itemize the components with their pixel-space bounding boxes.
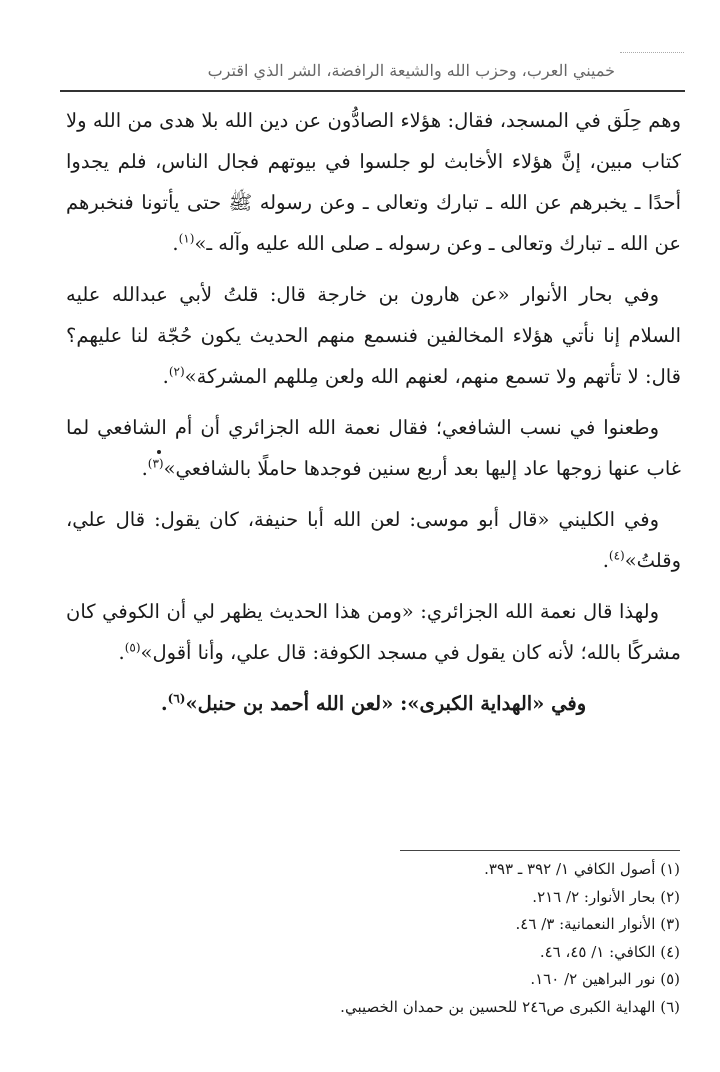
footnote: (٣) الأنوار النعمانية: ٣/ ٤٦.: [515, 915, 680, 933]
footnote: (٤) الكافي: ١/ ٤٥، ٤٦.: [539, 942, 680, 961]
footnote-ref: (٦): [167, 691, 186, 706]
paragraph-text: ولهذا قال نعمة الله الجزائري: «ومن هذا الحديث يظهر لي أن الكوفي كان مشركًا بالله؛ لأنه كان يقول في مسجد الكوفة: قال علي، وأنا أقول»: [66, 600, 681, 664]
footnote: (١) أصول الكافي ١/ ٣٩٢ ـ ٣٩٣.: [484, 860, 680, 878]
paragraph-text: وفي بحار الأنوار «عن هارون بن خارجة قال: قلتُ لأبي عبدالله عليه السلام إنا نأتي هؤلاء المخالفين فنسمع منهم الحديث يكون حُجّة لنا عليهم؟ قال: لا تأتهم ولا تسمع منهم، لعنهم الله ولعن مِللهم المشركة»: [66, 283, 681, 388]
paragraph: وفي «الهداية الكبرى»: «لعن الله أحمد بن حنبل»$^{(٦)}$.: [160, 691, 587, 715]
main-text: [66, 100, 681, 734]
footnote-ref: (١): [178, 231, 195, 246]
paragraph-text: وفي الكليني «قال أبو موسى: لعن الله أبا حنيفة، كان يقول: قال علي، وقلتُ»: [66, 508, 681, 572]
footnote-rule: [400, 850, 680, 851]
footnote-ref: (٢): [168, 364, 185, 379]
footnote-ref: (٤): [608, 548, 625, 563]
footnote-ref: (٥): [124, 640, 141, 655]
running-header: خميني العرب، وحزب الله والشيعة الرافضة، الشر الذي اقترب: [207, 61, 615, 80]
paragraph: وطعنوا في نسب الشافعي؛ فقال نعمة الله الجزائري أن أم الشافعي لما غاب عنها زوجها عاد إليها بعد أربع سنين فوجدها حاملًا بالشافعي»$^{(٣)}$.: [66, 416, 681, 480]
paragraph: وهم حِلَق في المسجد، فقال: هؤلاء الصادُّون عن دين الله بلا هدى من الله ولا كتاب مبين، إنَّ هؤلاء الأخابث لو جلسوا في بيوتهم فجال الناس، فلم يجدوا أحدًا ـ يخبرهم عن الله ـ تبارك وتعالى ـ وعن رسوله ﷺ حتى يأتونا فنخبرهم عن الله ـ تبارك وتعالى ـ وعن رسوله ـ صلى الله عليه وآله ـ»$^{(١)}$.: [66, 109, 681, 255]
paragraph-text: وطعنوا في نسب الشافعي؛ فقال نعمة الله الجزائري أن أم الشافعي لما غاب عنها زوجها عاد إليها بعد أربع سنين فوجدها حاملًا بالشافعي»: [66, 416, 681, 480]
print-speck: [157, 450, 161, 454]
page-number-area: [620, 52, 684, 89]
footnote-ref: (٣): [147, 456, 164, 471]
paragraph-text: وفي «الهداية الكبرى»: «لعن الله أحمد بن حنبل»: [185, 692, 587, 715]
paragraph: وفي بحار الأنوار «عن هارون بن خارجة قال: قلتُ لأبي عبدالله عليه السلام إنا نأتي هؤلاء المخالفين فنسمع منهم الحديث يكون حُجّة لنا عليهم؟ قال: لا تأتهم ولا تسمع منهم، لعنهم الله ولعن مِللهم المشركة»$^{(٢)}$.: [66, 283, 681, 388]
paragraph: وفي الكليني «قال أبو موسى: لعن الله أبا حنيفة، كان يقول: قال علي، وقلتُ»$^{(٤)}$.: [66, 508, 681, 572]
footnote: (٦) الهداية الكبرى ص٢٤٦ للحسين بن حمدان الخصيبي.: [340, 997, 680, 1016]
paragraph: ولهذا قال نعمة الله الجزائري: «ومن هذا الحديث يظهر لي أن الكوفي كان مشركًا بالله؛ لأنه كان يقول في مسجد الكوفة: قال علي، وأنا أقول»$^{(٥)}$.: [66, 600, 681, 664]
header-rule: [60, 90, 685, 92]
footnote: (٥) نور البراهين ٢/ ١٦٠.: [530, 970, 680, 988]
footnote: (٢) بحار الأنوار: ٢/ ٢١٦.: [532, 887, 680, 906]
footnotes: [66, 856, 680, 1021]
paragraph-text: وهم حِلَق في المسجد، فقال: هؤلاء الصادُّون عن دين الله بلا هدى من الله ولا كتاب مبين، إنَّ هؤلاء الأخابث لو جلسوا في بيوتهم فجال الناس، فلم يجدوا أحدًا ـ يخبرهم عن الله ـ تبارك وتعالى ـ وعن رسوله ﷺ حتى يأتونا فنخبرهم عن الله ـ تبارك وتعالى ـ وعن رسوله ـ صلى الله عليه وآله ـ»: [66, 109, 681, 255]
